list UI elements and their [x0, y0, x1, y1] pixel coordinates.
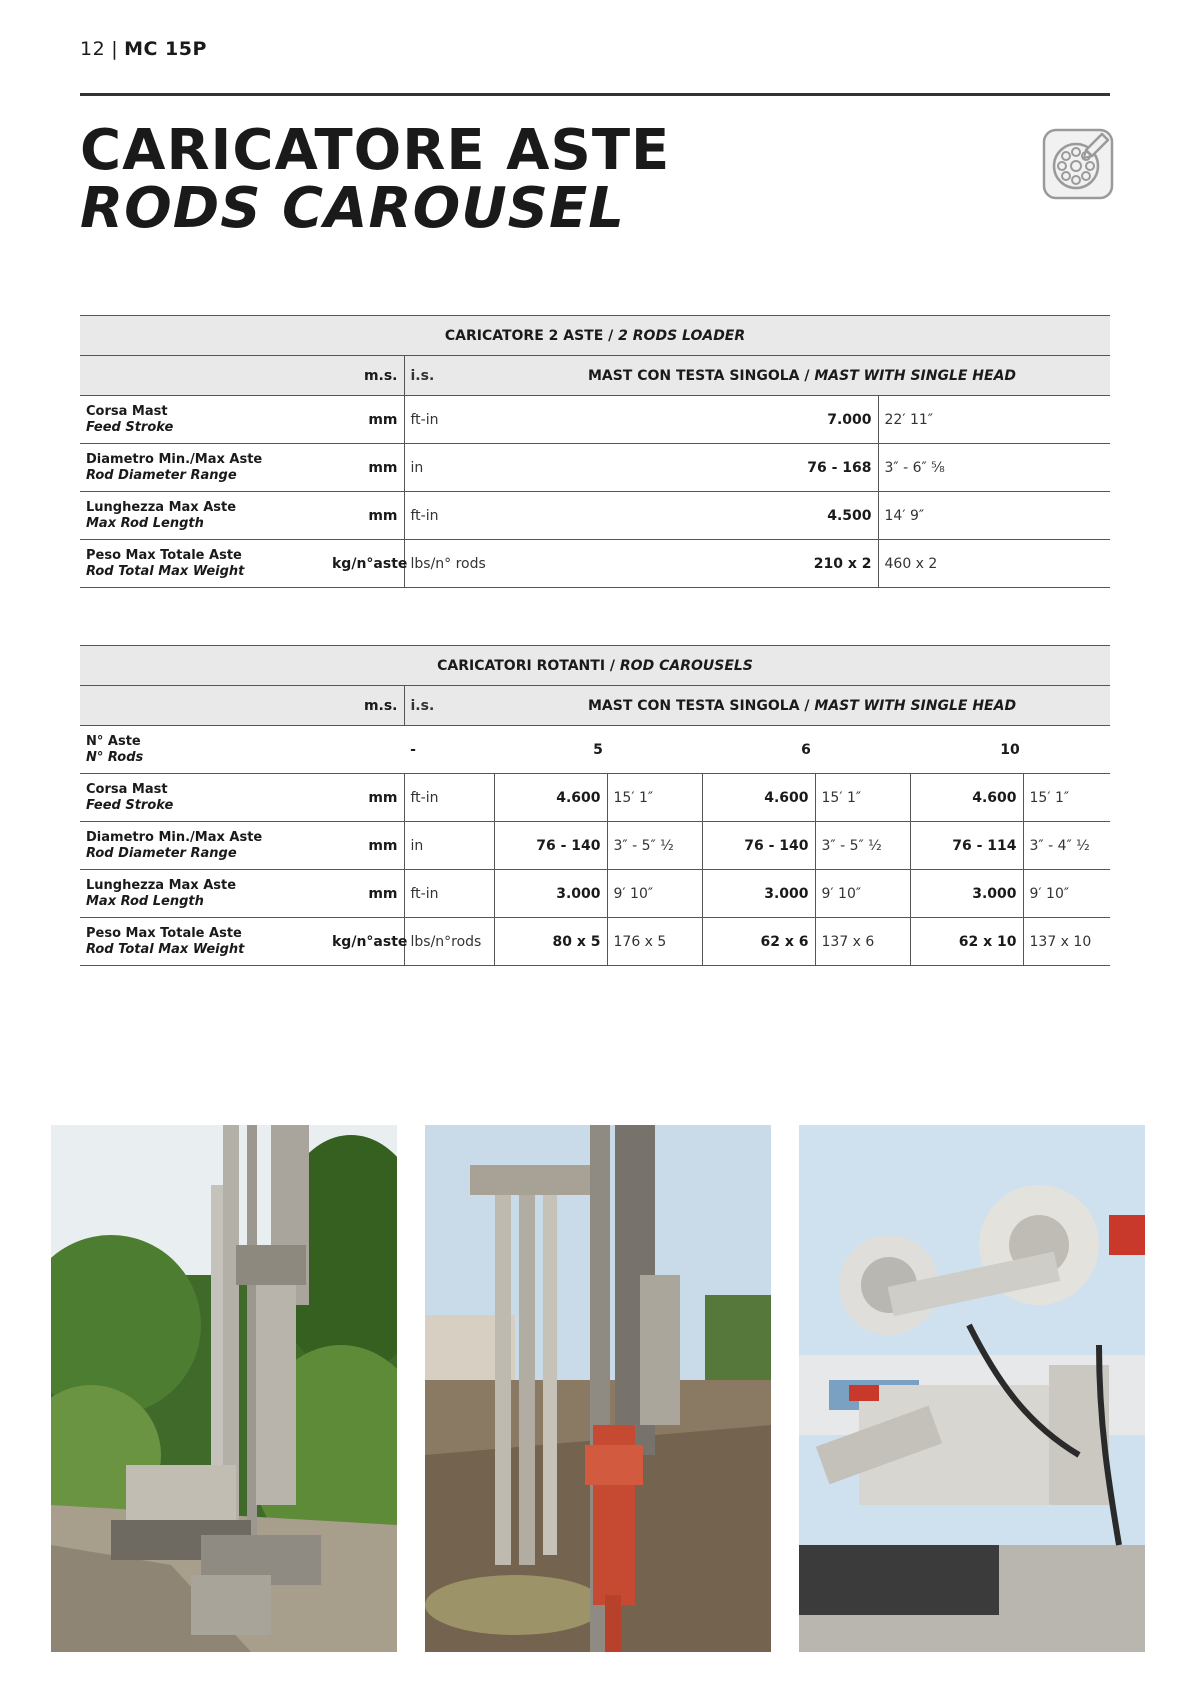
row-label [80, 396, 332, 444]
row-label [80, 822, 332, 870]
label-italian: Peso Max Totale Aste [86, 925, 242, 941]
label-english: Feed Stroke [86, 797, 174, 813]
unit-imperial: ft-in [404, 774, 494, 822]
table-band-title [80, 646, 1110, 686]
subheader-blank [80, 356, 332, 396]
value-imperial: 176 x 5 [607, 918, 702, 966]
mast-header [494, 356, 1110, 396]
value-imperial: 3″ - 4″ ¹⁄₂ [1023, 822, 1110, 870]
table-band [80, 316, 1110, 356]
unit-metric: mm [332, 774, 404, 822]
table-row [80, 540, 1110, 588]
value-imperial: 460 x 2 [878, 540, 1110, 588]
value-imperial: 3″ - 5″ ¹⁄₂ [815, 822, 910, 870]
drilling-rig-construction-site-photo [425, 1125, 771, 1652]
row-label [80, 444, 332, 492]
label-italian: Lunghezza Max Aste [86, 499, 237, 515]
unit-imperial: ft-in [404, 870, 494, 918]
label-english: N° Rods [86, 749, 144, 765]
title-english: RODS CAROUSEL [80, 176, 625, 241]
band-title-italian: CARICATORI ROTANTI / [437, 657, 616, 674]
value-imperial: 3″ - 6″ ⁵⁄₈ [878, 444, 1110, 492]
label-italian: Corsa Mast [86, 781, 168, 797]
photo-site-illustration [425, 1125, 771, 1652]
unit-metric: mm [332, 444, 404, 492]
table-subheader [80, 356, 1110, 396]
header-rule [80, 93, 1110, 96]
unit-metric: kg/n°aste [332, 540, 404, 588]
value-metric: 62 x 10 [910, 918, 1023, 966]
value-imperial: 14′ 9″ [878, 492, 1110, 540]
row-label [80, 918, 332, 966]
value-metric: 76 - 140 [494, 822, 607, 870]
unit-metric: mm [332, 870, 404, 918]
label-italian: Diametro Min./Max Aste [86, 829, 263, 845]
value-imperial: 137 x 10 [1023, 918, 1110, 966]
value-imperial: 9′ 10″ [815, 870, 910, 918]
rods-count-10: 10 [910, 726, 1110, 774]
row-label [80, 870, 332, 918]
unit-imperial: lbs/n°rods [404, 918, 494, 966]
value-metric: 4.500 [494, 492, 878, 540]
rods-count-6: 6 [702, 726, 910, 774]
band-title-english: 2 RODS LOADER [618, 327, 746, 344]
value-metric: 7.000 [494, 396, 878, 444]
unit-metric: kg/n°aste [332, 918, 404, 966]
rods-count-row [80, 726, 1110, 774]
label-italian: Diametro Min./Max Aste [86, 451, 263, 467]
table-band-title [80, 316, 1110, 356]
value-imperial: 15′ 1″ [815, 774, 910, 822]
ms-header: m.s. [332, 356, 404, 396]
table-row [80, 444, 1110, 492]
header-separator: | [111, 38, 119, 60]
value-imperial: 9′ 10″ [607, 870, 702, 918]
photo-forest-illustration [51, 1125, 397, 1652]
table-row [80, 396, 1110, 444]
label-english: Feed Stroke [86, 419, 174, 435]
unit-imperial: ft-in [404, 396, 494, 444]
label-italian: Peso Max Totale Aste [86, 547, 242, 563]
value-metric: 76 - 114 [910, 822, 1023, 870]
unit-metric: mm [332, 396, 404, 444]
mast-header-english: MAST WITH SINGLE HEAD [814, 367, 1017, 384]
table-row [80, 870, 1110, 918]
photo-carousel-illustration [799, 1125, 1145, 1652]
mast-header-italian: MAST CON TESTA SINGOLA / [587, 367, 810, 384]
unit-imperial: in [404, 822, 494, 870]
is-header: i.s. [404, 686, 494, 726]
value-imperial: 9′ 10″ [1023, 870, 1110, 918]
row-label [80, 540, 332, 588]
unit-metric: mm [332, 492, 404, 540]
label-english: Max Rod Length [86, 515, 204, 531]
table-row [80, 492, 1110, 540]
row-label [80, 774, 332, 822]
value-imperial: 15′ 1″ [607, 774, 702, 822]
page-header [80, 38, 207, 60]
band-title-italian: CARICATORE 2 ASTE / [444, 327, 614, 344]
page-number: 12 [80, 38, 106, 60]
table-row [80, 822, 1110, 870]
table-subheader [80, 686, 1110, 726]
row-label [80, 726, 332, 774]
value-metric: 210 x 2 [494, 540, 878, 588]
table-row [80, 918, 1110, 966]
label-english: Rod Total Max Weight [86, 941, 245, 957]
value-metric: 76 - 168 [494, 444, 878, 492]
row-label [80, 492, 332, 540]
value-metric: 4.600 [702, 774, 815, 822]
label-italian: N° Aste [86, 733, 141, 749]
label-english: Rod Diameter Range [86, 845, 237, 861]
unit-imperial: ft-in [404, 492, 494, 540]
mast-header-italian: MAST CON TESTA SINGOLA / [587, 697, 810, 714]
table-row [80, 774, 1110, 822]
unit-imperial: in [404, 444, 494, 492]
unit-metric: mm [332, 822, 404, 870]
rods-count-5: 5 [494, 726, 702, 774]
label-english: Rod Diameter Range [86, 467, 237, 483]
value-metric: 62 x 6 [702, 918, 815, 966]
ms-header: m.s. [332, 686, 404, 726]
model-name: MC 15P [124, 38, 207, 60]
label-english: Rod Total Max Weight [86, 563, 245, 579]
rod-carousel-closeup-photo [799, 1125, 1145, 1652]
rods-count-unit: - [332, 726, 494, 774]
value-imperial: 3″ - 5″ ¹⁄₂ [607, 822, 702, 870]
band-title-english: ROD CAROUSELS [619, 657, 753, 674]
drilling-rig-forest-photo [51, 1125, 397, 1652]
value-metric: 3.000 [494, 870, 607, 918]
value-metric: 4.600 [494, 774, 607, 822]
label-italian: Lunghezza Max Aste [86, 877, 237, 893]
value-imperial: 22′ 11″ [878, 396, 1110, 444]
unit-imperial: lbs/n° rods [404, 540, 494, 588]
mast-header-english: MAST WITH SINGLE HEAD [814, 697, 1017, 714]
rod-carousels-table [80, 645, 1110, 966]
subheader-blank [80, 686, 332, 726]
mast-header [494, 686, 1110, 726]
value-imperial: 137 x 6 [815, 918, 910, 966]
label-english: Max Rod Length [86, 893, 204, 909]
value-metric: 3.000 [910, 870, 1023, 918]
value-metric: 80 x 5 [494, 918, 607, 966]
page-title [80, 118, 671, 241]
value-imperial: 15′ 1″ [1023, 774, 1110, 822]
value-metric: 3.000 [702, 870, 815, 918]
table-band [80, 646, 1110, 686]
rods-loader-table [80, 315, 1110, 588]
value-metric: 76 - 140 [702, 822, 815, 870]
is-header: i.s. [404, 356, 494, 396]
title-italian: CARICATORE ASTE [80, 118, 671, 183]
value-metric: 4.600 [910, 774, 1023, 822]
label-italian: Corsa Mast [86, 403, 168, 419]
carousel-icon [1042, 128, 1114, 200]
